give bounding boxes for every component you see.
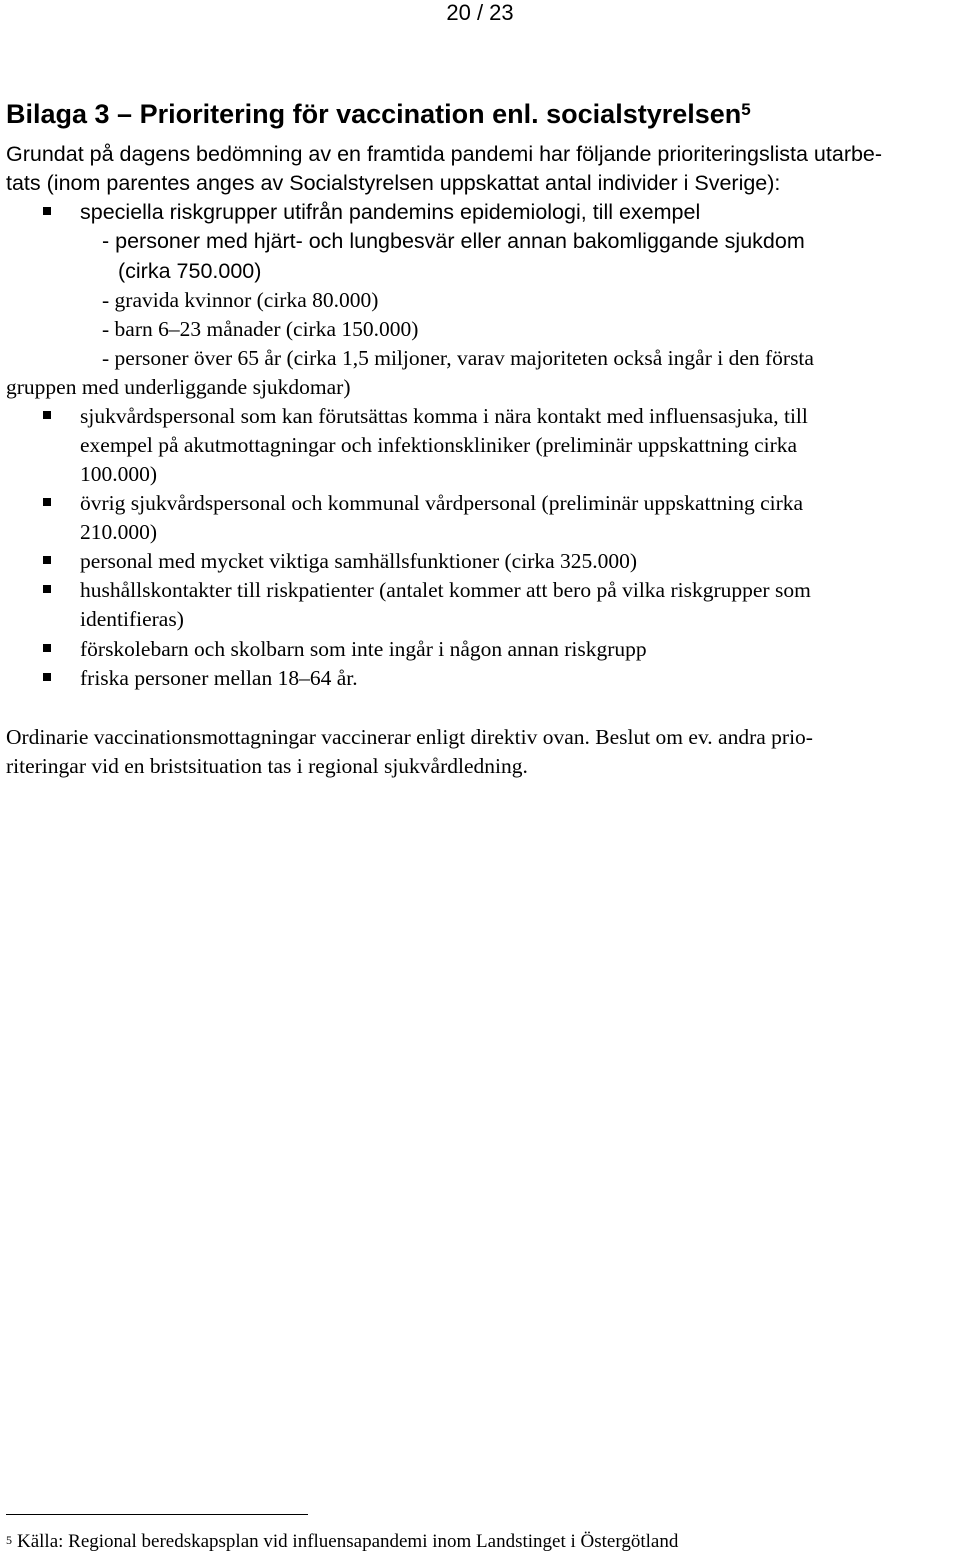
closing-line-2: riteringar vid en bristsituation tas i regional sjukvårdledning. [6,754,528,778]
closing-line-1: Ordinarie vaccinationsmottagningar vaccinerar enligt direktiv ovan. Beslut om ev. andra prio- [6,725,813,749]
bullet-marker [43,556,51,564]
risk-group-pregnant: - gravida kvinnor (cirka 80.000) [102,288,379,312]
risk-groups-bullet: speciella riskgrupper utifrån pandemins epidemiologi, till exempel [80,200,701,224]
risk-group-elderly: - personer över 65 år (cirka 1,5 miljoner, varav majoriteten också ingår i den första [102,346,814,370]
priority-item-other-staff-count: 210.000) [80,520,158,544]
priority-item-schoolchildren: förskolebarn och skolbarn som inte ingår i någon annan riskgrupp [80,637,647,661]
bullet-marker [43,207,51,215]
page-number: 20 / 23 [446,0,514,25]
priority-item-healthcare-staff-count: 100.000) [80,462,158,486]
bullet-marker [43,673,51,681]
bullet-marker [43,498,51,506]
footnote-marker: 5 [6,1533,12,1547]
heading-text: Bilaga 3 – Prioritering för vaccination enl. socialstyrelsen [6,99,742,129]
footnote-divider [6,1514,308,1515]
priority-item-healthy-adults: friska personer mellan 18–64 år. [80,666,358,690]
risk-group-children: - barn 6–23 månader (cirka 150.000) [102,317,419,341]
risk-group-elderly-cont: gruppen med underliggande sjukdomar) [6,375,351,399]
intro-line-1: Grundat på dagens bedömning av en framtida pandemi har följande prioriteringslista utarbe- [6,142,883,166]
priority-item-household-contacts: hushållskontakter till riskpatienter (antalet kommer att bero på vilka riskgrupper som [80,578,811,602]
bullet-marker [43,585,51,593]
intro-line-2: tats (inom parentes anges av Socialstyrelsen uppskattat antal individer i Sverige): [6,171,781,195]
risk-group-heart-lung: - personer med hjärt- och lungbesvär eller annan bakomliggande sjukdom [102,229,805,253]
bullet-marker [43,644,51,652]
priority-item-household-contacts-cont: identifieras) [80,607,184,631]
priority-item-other-staff: övrig sjukvårdspersonal och kommunal vårdpersonal (preliminär uppskattning cirka [80,491,804,515]
heading-footnote-ref: 5 [741,100,751,119]
priority-item-healthcare-staff: sjukvårdspersonal som kan förutsättas komma i nära kontakt med influensasjuka, till [80,404,808,428]
footnote-text: Källa: Regional beredskapsplan vid influensapandemi inom Landstinget i Östergötland [17,1531,679,1552]
risk-group-heart-lung-count: (cirka 750.000) [118,259,262,283]
section-heading [6,96,751,132]
priority-item-society-functions: personal med mycket viktiga samhällsfunktioner (cirka 325.000) [80,549,638,573]
footnote [6,1528,678,1556]
priority-item-healthcare-staff-cont: exempel på akutmottagningar och infektionskliniker (preliminär uppskattning cirka [80,433,798,457]
bullet-marker [43,411,51,419]
